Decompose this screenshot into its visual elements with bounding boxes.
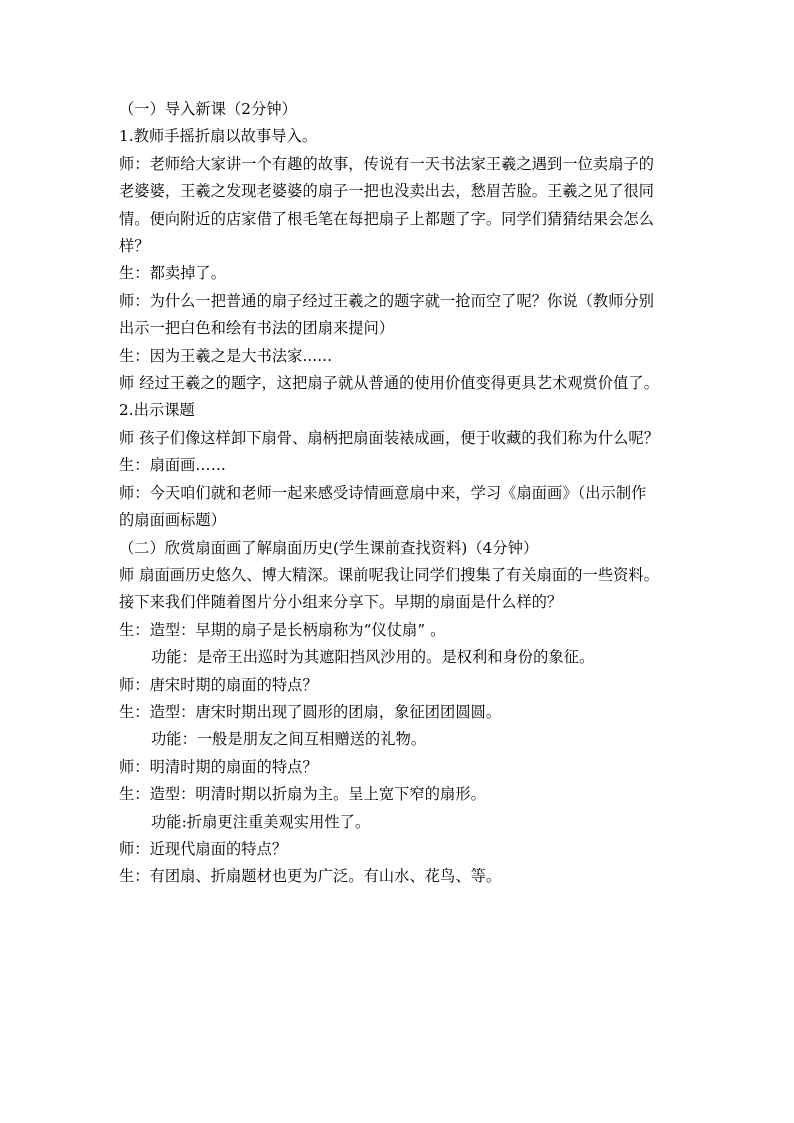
paragraph-line: 的扇面画标题） xyxy=(119,511,227,530)
dialogue-line: 生：造型：早期的扇子是长柄扇称为“仪仗扇” 。 xyxy=(119,620,446,639)
dialogue-line: 生：造型：唐宋时期出现了圆形的团扇，象征团团圆圆。 xyxy=(119,702,502,721)
dialogue-line: 生：都卖掉了。 xyxy=(119,264,227,283)
paragraph-line: 出示一把白色和绘有书法的团扇来提问） xyxy=(119,319,395,338)
paragraph-line: 情。便向附近的店家借了根毛笔在每把扇子上都题了字。同学们猜猜结果会怎么 xyxy=(119,209,655,228)
dialogue-line: 生：有团扇、折扇题材也更为广泛。有山水、花鸟、等。 xyxy=(119,867,502,886)
dialogue-line: 生：扇面画…… xyxy=(119,456,227,475)
section-heading-intro: （一）导入新课（2分钟） xyxy=(119,100,297,118)
dialogue-line: 师 孩子们像这样卸下扇骨、扇柄把扇面装裱成画，便于收藏的我们称为什么呢？ xyxy=(119,428,659,447)
section-heading-history: （二）欣赏扇面画了解扇面历史(学生课前查找资料)（4分钟） xyxy=(119,538,539,557)
dialogue-line: 师 经过王羲之的题字，这把扇子就从普通的使用价值变得更具艺术观赏价值了。 xyxy=(119,374,659,393)
paragraph-line: 师 扇面画历史悠久、博大精深。课前呢我让同学们搜集了有关扇面的一些资料。 xyxy=(119,565,659,584)
dialogue-line: 师：明清时期的扇面的特点？ xyxy=(119,757,318,776)
function-line: 功能：是帝王出巡时为其遮阳挡风沙用的。是权利和身份的象征。 xyxy=(151,648,595,667)
function-line: 功能：一般是朋友之间互相赠送的礼物。 xyxy=(151,730,427,749)
paragraph-line: 样？ xyxy=(119,237,150,256)
dialogue-line: 生：因为王羲之是大书法家...... xyxy=(119,346,333,365)
step-heading: 2.出示课题 xyxy=(119,401,195,420)
dialogue-line: 生：造型：明清时期以折扇为主。呈上宽下窄的扇形。 xyxy=(119,785,486,804)
paragraph-line: 老婆婆，王羲之发现老婆婆的扇子一把也没卖出去，愁眉苦脸。王羲之见了很同 xyxy=(119,182,655,201)
paragraph-line: 师：老师给大家讲一个有趣的故事，传说有一天书法家王羲之遇到一位卖扇子的 xyxy=(119,154,655,173)
paragraph-line: 师：今天咱们就和老师一起来感受诗情画意扇中来，学习《扇面画》（出示制作 xyxy=(119,483,647,502)
paragraph-line: 接下来我们伴随着图片分小组来分享下。早期的扇面是什么样的？ xyxy=(119,593,563,612)
dialogue-line: 师：唐宋时期的扇面的特点？ xyxy=(119,675,318,694)
document-body xyxy=(119,96,679,891)
step-heading: 1.教师手摇折扇以故事导入。 xyxy=(119,127,318,146)
paragraph-line: 师：为什么一把普通的扇子经过王羲之的题字就一抢而空了呢？你说（教师分别 xyxy=(119,291,655,310)
dialogue-line: 师：近现代扇面的特点？ xyxy=(119,839,288,858)
function-line: 功能:折扇更注重美观实用性了。 xyxy=(151,812,371,831)
